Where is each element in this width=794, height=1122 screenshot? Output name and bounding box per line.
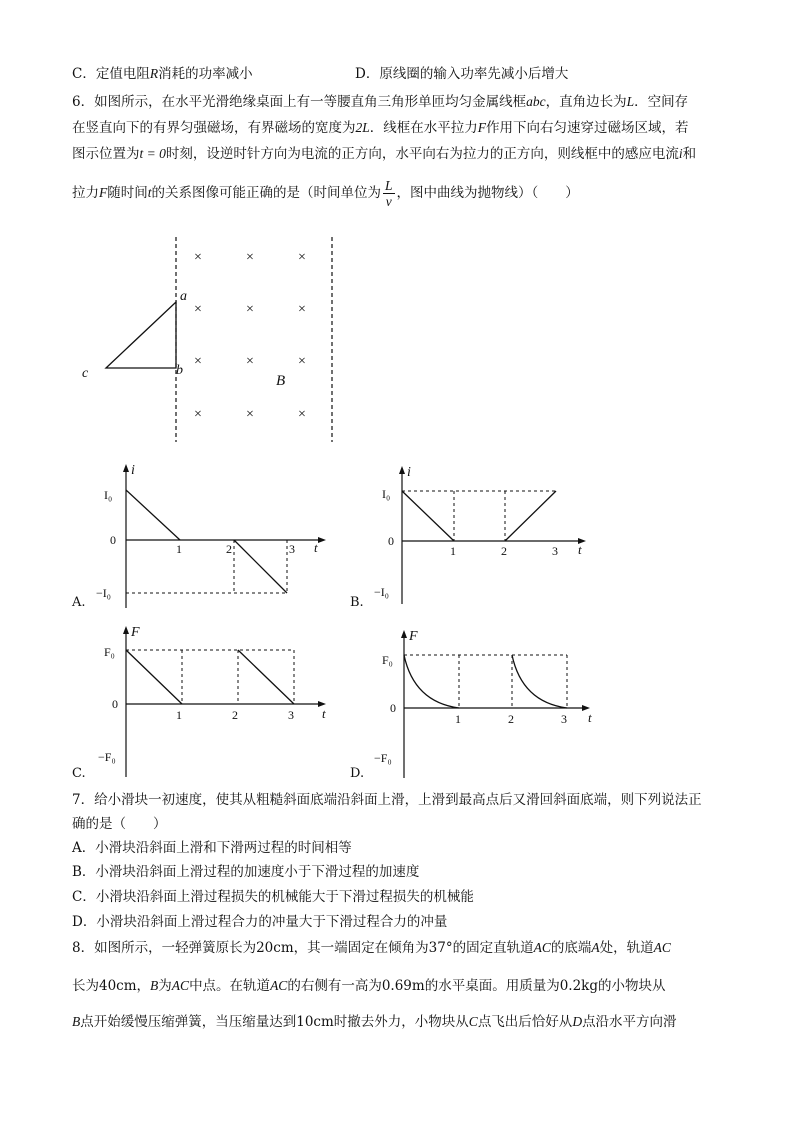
q8-track-AC: AC	[171, 978, 190, 993]
q6-l2-tail: ．线框在水平拉力	[369, 120, 478, 136]
q8-track-AC: AC	[533, 940, 551, 955]
x-tick-label: 1	[450, 544, 456, 558]
pos-tick-label: I₀	[104, 488, 113, 502]
q8-point-B: B	[72, 1014, 81, 1029]
force-segment-2	[238, 650, 294, 704]
y-axis-arrow	[401, 630, 407, 638]
q8-l2-b: ，	[136, 978, 151, 994]
x-tick-label: 3	[288, 708, 294, 722]
q8-l2-e: 的右侧有一高为	[287, 978, 382, 994]
x-tick-label: 2	[226, 542, 232, 556]
q6-l4-F: F	[99, 185, 108, 200]
q6-stem-line3	[72, 144, 696, 164]
y-axis-label: F	[409, 629, 418, 644]
cross-mark: ×	[298, 407, 306, 422]
q7-option-b: B．小滑块沿斜面上滑过程的加速度小于下滑过程的加速度	[72, 864, 420, 880]
q5-option-c	[72, 64, 253, 84]
q8-angle: 37°	[428, 940, 453, 956]
q7-option-c: C．小滑块沿斜面上滑过程损失的机械能大于下滑过程损失的机械能	[72, 889, 474, 905]
q6-l3-tail: 时刻，设逆时针方向为电流的正方向，水平向右为拉力的正方向，则线框中的感应电流	[165, 146, 679, 162]
q7-option-a: A．小滑块沿斜面上滑和下滑两过程的时间相等	[72, 840, 352, 856]
y-axis-label: F	[131, 625, 140, 640]
q6-l1-tail: ，直角边长为	[545, 94, 627, 110]
q8-l3-c: 点飞出后恰好从	[477, 1014, 573, 1030]
cross-mark: ×	[246, 407, 254, 422]
x-axis-arrow	[318, 537, 326, 543]
q6-l4-text: 拉力	[72, 185, 99, 201]
q8-track-length: 40cm	[99, 978, 137, 994]
y-axis-arrow	[399, 466, 405, 474]
q6-l4-mid: 随时间	[107, 185, 148, 201]
graph-d-label: D.	[350, 766, 365, 781]
q5-option-c-tail: 消耗的功率减小	[158, 66, 253, 82]
cross-mark: ×	[298, 354, 306, 369]
q8-l1-e: 处，轨道	[599, 940, 654, 956]
current-segment-1	[126, 490, 180, 540]
graph-c	[96, 622, 336, 782]
pos-tick-label: F₀	[104, 645, 115, 659]
y-axis-arrow	[123, 626, 129, 634]
graph-a-label: A.	[72, 595, 86, 610]
q8-l3-d: 点沿水平方向滑	[582, 1014, 677, 1030]
q6-l2-F: F	[477, 120, 487, 135]
q5-option-d: D．原线圈的输入功率先减小后增大	[355, 66, 569, 82]
x-tick-label: 2	[508, 712, 514, 726]
q8-l1-c: 的固定直轨道	[452, 940, 534, 956]
x-axis-label: t	[314, 540, 318, 555]
x-tick-label: 2	[232, 708, 238, 722]
q8-track-AC: AC	[653, 940, 671, 955]
origin-label: 0	[390, 701, 396, 715]
q8-l1-d: 的底端	[550, 940, 592, 956]
x-tick-label: 3	[552, 544, 558, 558]
q8-l2-d: 中点。在轨道	[189, 978, 271, 994]
q8-l2-text: 长为	[72, 978, 99, 994]
q8-l3-text: 点开始缓慢压缩弹簧，当压缩量达到	[80, 1014, 297, 1030]
fraction-numerator: L	[385, 178, 393, 193]
magnetic-field-figure	[70, 232, 350, 447]
q8-point-D: D	[572, 1014, 583, 1029]
q8-point-B: B	[150, 978, 159, 993]
pos-tick-label: F₀	[382, 653, 393, 667]
q8-stem-line3	[72, 1012, 677, 1032]
q6-l2-text: 在竖直向下的有界匀强磁场，有界磁场的宽度为	[72, 120, 356, 136]
force-segment-1	[126, 650, 182, 704]
x-tick-label: 2	[501, 544, 507, 558]
neg-tick-label: −I₀	[96, 586, 111, 600]
origin-label: 0	[112, 697, 118, 711]
q6-l3-text: 图示位置为	[72, 146, 140, 162]
cross-mark: ×	[194, 354, 202, 369]
q8-stem-line2	[72, 976, 666, 996]
q8-l3-b: 时撤去外力，小物块从	[333, 1014, 469, 1030]
q6-stem-line1	[72, 92, 688, 112]
x-tick-label: 3	[289, 542, 295, 556]
q8-l1-text: 8．如图所示，一轻弹簧原长为	[72, 940, 257, 956]
y-axis-label: i	[407, 465, 411, 480]
x-tick-label: 1	[455, 712, 461, 726]
q6-l4-tail: 的关系图像可能正确的是（时间单位为	[151, 185, 382, 201]
origin-label: 0	[388, 534, 394, 548]
x-axis-label: t	[588, 710, 592, 725]
q8-l1-b: ，其一端固定在倾角为	[293, 940, 429, 956]
cross-mark: ×	[194, 302, 202, 317]
cross-mark: ×	[298, 250, 306, 265]
q6-l1-L: L	[626, 94, 635, 109]
current-segment-1	[402, 491, 454, 541]
q8-l2-f: 的水平桌面。用质量为	[424, 978, 560, 994]
graph-b	[372, 462, 602, 612]
vertex-label-a: a	[180, 289, 187, 304]
q7-stem-line2: 确的是（ ）	[72, 816, 167, 832]
q8-stem-line1	[72, 938, 671, 958]
q8-track-AC: AC	[270, 978, 288, 993]
graph-a	[96, 460, 336, 610]
neg-tick-label: −I₀	[374, 585, 389, 599]
x-tick-label: 3	[561, 712, 567, 726]
field-label-B: B	[276, 373, 286, 389]
cross-mark: ×	[246, 354, 254, 369]
neg-tick-label: −F₀	[374, 751, 392, 765]
q6-l3-i: i	[678, 146, 683, 161]
q8-l2-c: 为	[158, 978, 172, 994]
q8-point-A: A	[591, 940, 600, 955]
graph-b-label: B.	[350, 595, 364, 610]
x-axis-label: t	[578, 542, 582, 557]
q8-l2-g: 的小物块从	[598, 978, 666, 994]
force-curve-2	[512, 655, 567, 708]
fraction-denominator: v	[385, 194, 392, 209]
q8-table-height: 0.69m	[381, 978, 425, 994]
q6-stem-line2	[72, 118, 689, 138]
q5-option-c-var: R	[149, 66, 159, 81]
x-axis-label: t	[322, 706, 326, 721]
neg-tick-label: −F₀	[98, 750, 116, 764]
cross-mark: ×	[194, 250, 202, 265]
graph-c-label: C.	[72, 766, 86, 781]
q7-stem-line1: 7．给小滑块一初速度，使其从粗糙斜面底端沿斜面上滑，上滑到最高点后又滑回斜面底端，则下列说法正	[72, 792, 702, 808]
pos-tick-label: I₀	[382, 487, 391, 501]
time-unit-fraction	[383, 178, 395, 209]
force-curve-1	[404, 655, 459, 708]
field-crosses	[194, 250, 306, 422]
q6-stem-line4	[72, 178, 579, 209]
q6-l1-text: 6．如图所示，在水平光滑绝缘桌面上有一等腰直角三角形单匝均匀金属线框	[72, 94, 527, 110]
q8-mass: 0.2kg	[559, 978, 598, 994]
current-segment-2	[234, 540, 287, 593]
q6-l3-t: t = 0	[139, 146, 166, 161]
q6-l1-var: abc	[526, 94, 546, 109]
q6-l3-end: 和	[682, 146, 697, 162]
cross-mark: ×	[246, 302, 254, 317]
y-axis-arrow	[123, 464, 129, 472]
q6-l4-end: ，图中曲线为抛物线）（ ）	[396, 185, 579, 201]
origin-label: 0	[110, 533, 116, 547]
cross-mark: ×	[246, 250, 254, 265]
q7-option-d: D．小滑块沿斜面上滑过程合力的冲量大于下滑过程合力的冲量	[72, 914, 448, 930]
q8-spring-length: 20cm	[256, 940, 294, 956]
graph-d	[372, 626, 602, 784]
vertex-label-c: c	[82, 366, 89, 381]
q8-compression: 10cm	[296, 1014, 334, 1030]
q6-l1-end: ．空间存	[634, 94, 689, 110]
cross-mark: ×	[298, 302, 306, 317]
vertex-label-b: b	[176, 363, 183, 378]
cross-mark: ×	[194, 407, 202, 422]
q8-point-C: C	[468, 1014, 478, 1029]
q6-l2-end: 作用下向右匀速穿过磁场区域，若	[486, 120, 689, 136]
q6-l4-t: t	[147, 185, 152, 200]
x-tick-label: 1	[176, 542, 182, 556]
q5-option-c-text: C．定值电阻	[72, 66, 150, 82]
y-axis-label: i	[131, 463, 135, 478]
triangle-frame	[106, 302, 176, 368]
q6-l2-val: 2L	[355, 120, 370, 135]
x-tick-label: 1	[176, 708, 182, 722]
current-segment-2	[505, 491, 556, 541]
